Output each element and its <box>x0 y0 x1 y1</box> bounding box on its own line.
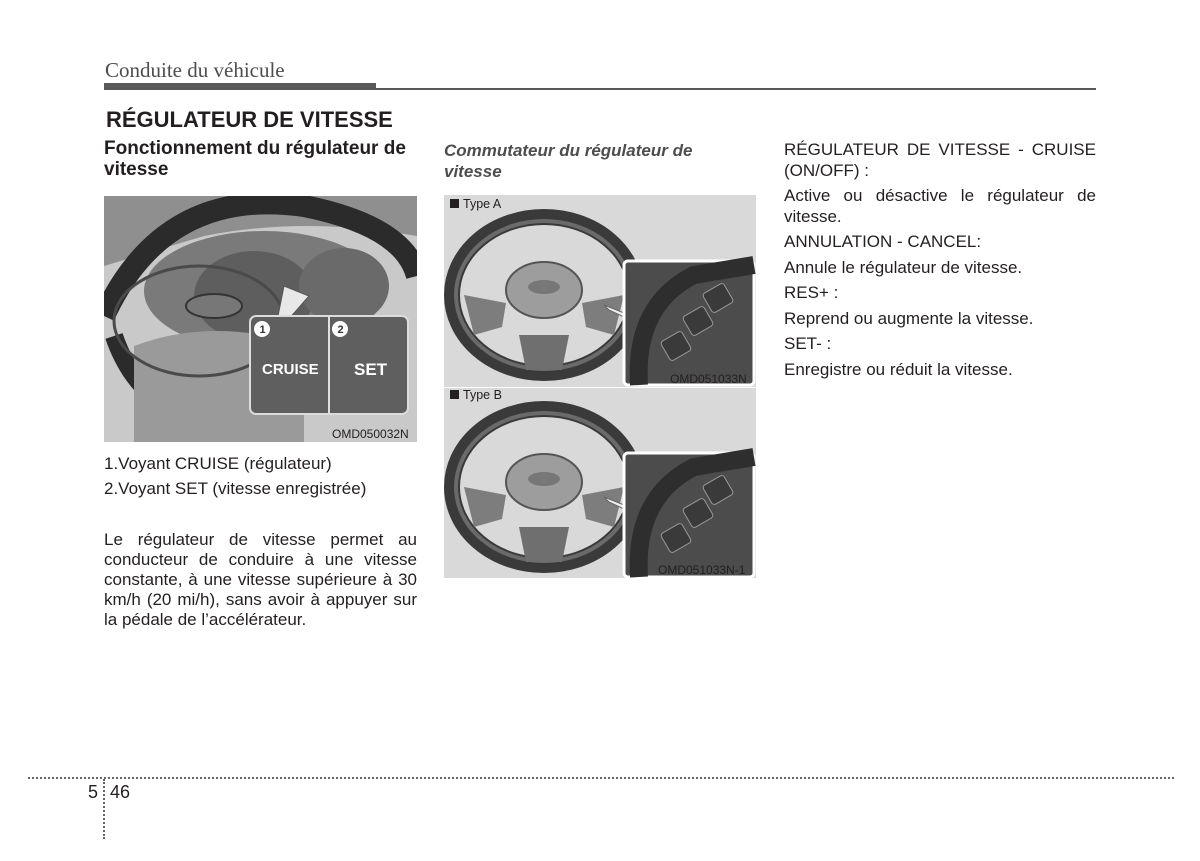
page-number: 46 <box>110 782 131 802</box>
running-header: Conduite du véhicule <box>105 58 285 82</box>
set-indicator-label: SET <box>354 360 388 379</box>
badge-2: 2 <box>337 324 344 336</box>
dashboard-illustration <box>104 196 417 442</box>
indicator-item-1: 1.Voyant CRUISE (régulateur) <box>104 454 332 473</box>
type-b-text: Type B <box>463 388 502 402</box>
desc-cancel-title: ANNULATION - CANCEL: <box>784 232 982 251</box>
indicator-item-2: 2.Voyant SET (vitesse enregistrée) <box>104 479 367 498</box>
figure-dashboard-indicators <box>104 196 417 442</box>
header-rule <box>104 88 1096 90</box>
desc-cruise-text: Active ou désactive le régulateur de vitesse. <box>784 186 1096 226</box>
desc-res-title: RES+ : <box>784 283 839 302</box>
subsection-heading: Fonctionnement du régulateur de vitesse <box>104 138 406 180</box>
type-b-label <box>450 388 502 402</box>
figure-type-b <box>444 387 756 578</box>
cruise-indicator-label: CRUISE <box>262 361 319 378</box>
figure-type-a <box>444 195 756 387</box>
figure-code: OMD051033N-1 <box>658 563 746 577</box>
chapter-number: 5 <box>88 782 99 802</box>
desc-set-text: Enregistre ou réduit la vitesse. <box>784 359 1013 379</box>
figure-caption: Commutateur du régulateur de vitesse <box>444 141 693 181</box>
desc-cruise-title: RÉGULATEUR DE VITESSE - CRUISE (ON/OFF) : <box>784 140 1096 180</box>
steering-wheel-type-a <box>444 195 756 387</box>
footer-rule <box>28 777 1174 779</box>
type-a-text: Type A <box>463 197 502 211</box>
type-a-label <box>450 197 501 211</box>
footer-divider <box>103 779 105 839</box>
section-title: RÉGULATEUR DE VITESSE <box>106 107 393 132</box>
desc-res-text: Reprend ou augmente la vitesse. <box>784 308 1034 328</box>
desc-set-title: SET- : <box>784 334 832 353</box>
switch-descriptions <box>784 140 1096 385</box>
desc-cancel-text: Annule le régulateur de vitesse. <box>784 257 1023 277</box>
square-bullet-icon <box>450 199 459 208</box>
figure-code: OMD051033N <box>670 372 747 386</box>
steering-wheel-type-b <box>444 387 756 578</box>
body-paragraph: Le régulateur de vitesse permet au conducteur de conduire à une vitesse constante, à une vitesse supérieure à 30 km/h (20 mi/h), sans avoir à appuyer sur la pédale de l’accélérateur. <box>104 530 417 629</box>
figure-code: OMD050032N <box>332 427 409 441</box>
badge-1: 1 <box>259 324 266 336</box>
square-bullet-icon <box>450 390 459 399</box>
